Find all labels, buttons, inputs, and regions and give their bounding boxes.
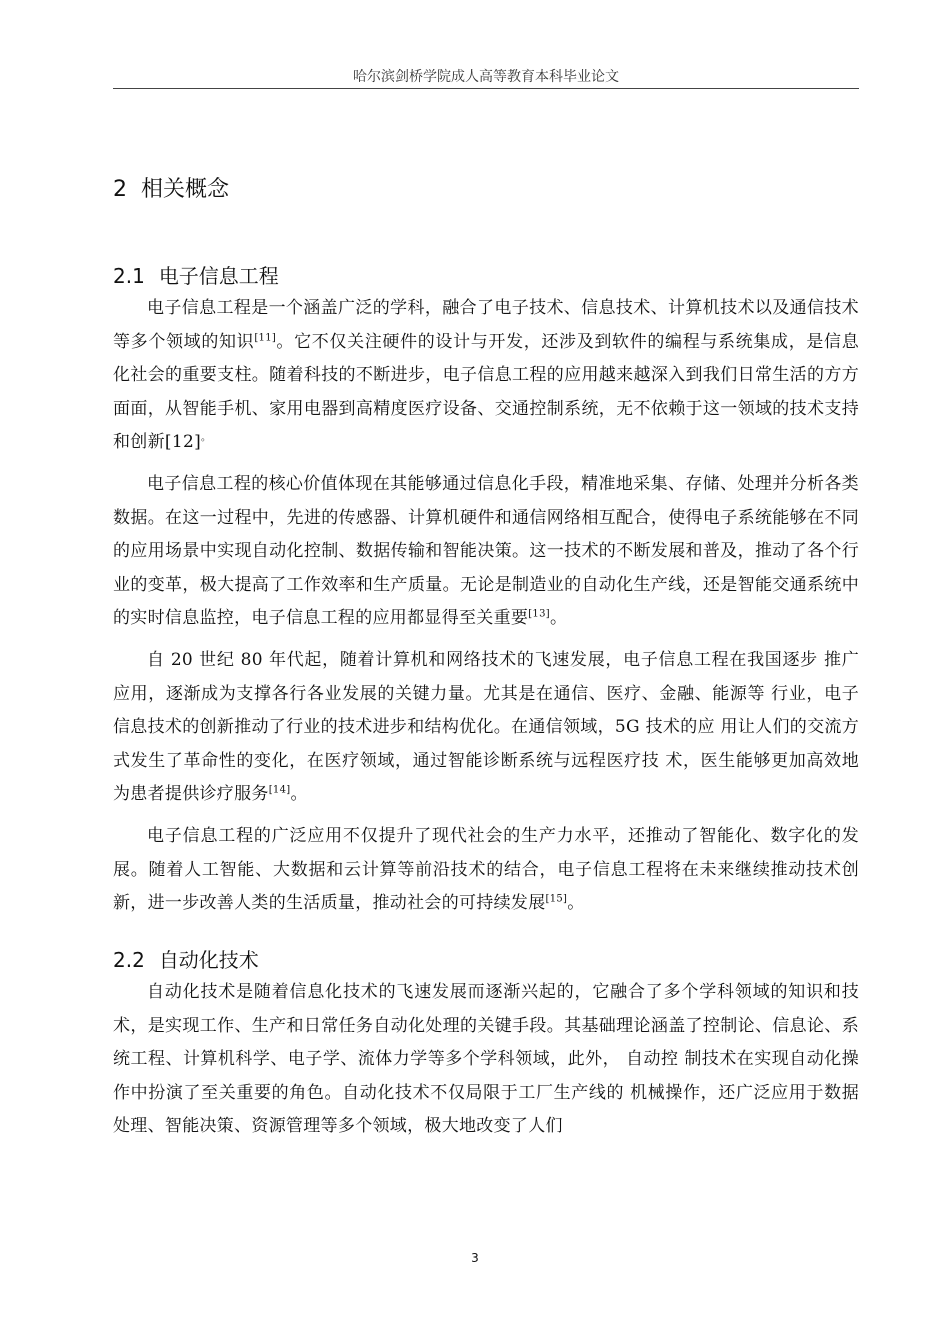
citation-ref: [15] <box>545 893 568 905</box>
paragraph-text: 。 <box>549 608 568 629</box>
paragraph-text: 电子信息工程的核心价值体现在其能够通过信息化手段，精准地采集、存储、处理并分析各类数据。在这一过程中，先进的传感器、计算机硬件和通信网络相互配合，使得电子系统能够在不同的应用场景中实现自动化控制、数据传输和智能决策。这一技术的不断发展和普及，推动了各个行业的变革，极大提高了工作效率和生产质量。无论是制造业的自动化生产线，还是智能交通系统中的实时信息监控，电子信息工程的应用都显得至关重要 <box>113 473 859 629</box>
paragraph-text: [12] <box>164 432 202 453</box>
running-header: 哈尔滨剑桥学院成人高等教育本科毕业论文 <box>353 69 619 85</box>
paragraph <box>113 820 859 921</box>
section-number: 2.2 <box>113 948 145 972</box>
chapter-title: 相关概念 <box>141 177 230 202</box>
citation-ref: [14] <box>268 784 291 796</box>
paragraph-text: 。 <box>290 784 308 805</box>
paragraph-text: 电子信息工程是一个涵盖广泛的学科，融合了电子技术、信息技术、计算机技术以及通信技术等多个领域的知识 <box>113 298 859 352</box>
chapter-number: 2 <box>113 177 127 202</box>
section-title: 自动化技术 <box>158 948 259 972</box>
section-number: 2.1 <box>113 264 145 288</box>
paragraph <box>113 468 859 636</box>
paragraph-text: 。它不仅关注硬件的设计与开发，还涉及到软件的编程与系统集成，是信息化社会的重要支柱。随着科技的不断进步，电子信息工程的应用越来越深入到我们日常生活的方方面面，从智能手机、家用电器到高精度医疗设备、交通控制系统，无不依赖于这一领域的技术支持和创新 <box>113 331 859 453</box>
section-heading <box>113 944 259 973</box>
header-divider <box>113 88 859 89</box>
page-number: 3 <box>471 1251 479 1265</box>
paragraph-text: 自 20 世纪 80 年代起，随着计算机和网络技术的飞速发展，电子信息工程在我国逐步 推广应用，逐渐成为支撑各行各业发展的关键力量。尤其是在通信、医疗、金融、能源等 行业，电子信息技术的创新推动了行业的技术进步和结构优化。在通信领域，5G 技术的应 用让人们的交流方式发生了革命性的变化，在医疗领域，通过智能诊断系统与远程医疗技 术，医生能够更加高效地为患者提供诊疗服务 <box>113 649 859 805</box>
section-heading <box>113 260 279 289</box>
paragraph <box>113 644 859 812</box>
section-body <box>113 976 859 1144</box>
section-title: 电子信息工程 <box>158 264 279 288</box>
paragraph-text: 。 <box>567 893 585 914</box>
citation-ref: [11] <box>254 331 277 343</box>
chapter-heading <box>113 172 229 203</box>
paragraph-text: 自动化技术是随着信息化技术的飞速发展而逐渐兴起的，它融合了多个学科领域的知识和技术，是实现工作、生产和日常任务自动化处理的关键手段。其基础理论涵盖了控制论、信息论、系统工程、计算机科学、电子学、流体力学等多个学科领域，此外， 自动控 制技术在实现自动化操作中扮演了至关重要的角色。自动化技术不仅局限于工厂生产线的 机械操作，还广泛应用于数据处理、智能决策、资源管理等多个领域，极大地改变了人们 <box>113 982 859 1137</box>
citation-ref: 。 <box>201 432 212 444</box>
paragraph-text: 电子信息工程的广泛应用不仅提升了现代社会的生产力水平，还推动了智能化、数字化的发展。随着人工智能、大数据和云计算等前沿技术的结合，电子信息工程将在未来继续推动技术创新，进一步改善人类的生活质量，推动社会的可持续发展 <box>113 825 859 914</box>
paragraph <box>113 292 859 460</box>
paragraph <box>113 976 859 1144</box>
section-body <box>113 292 859 921</box>
citation-ref: [13] <box>528 608 550 620</box>
